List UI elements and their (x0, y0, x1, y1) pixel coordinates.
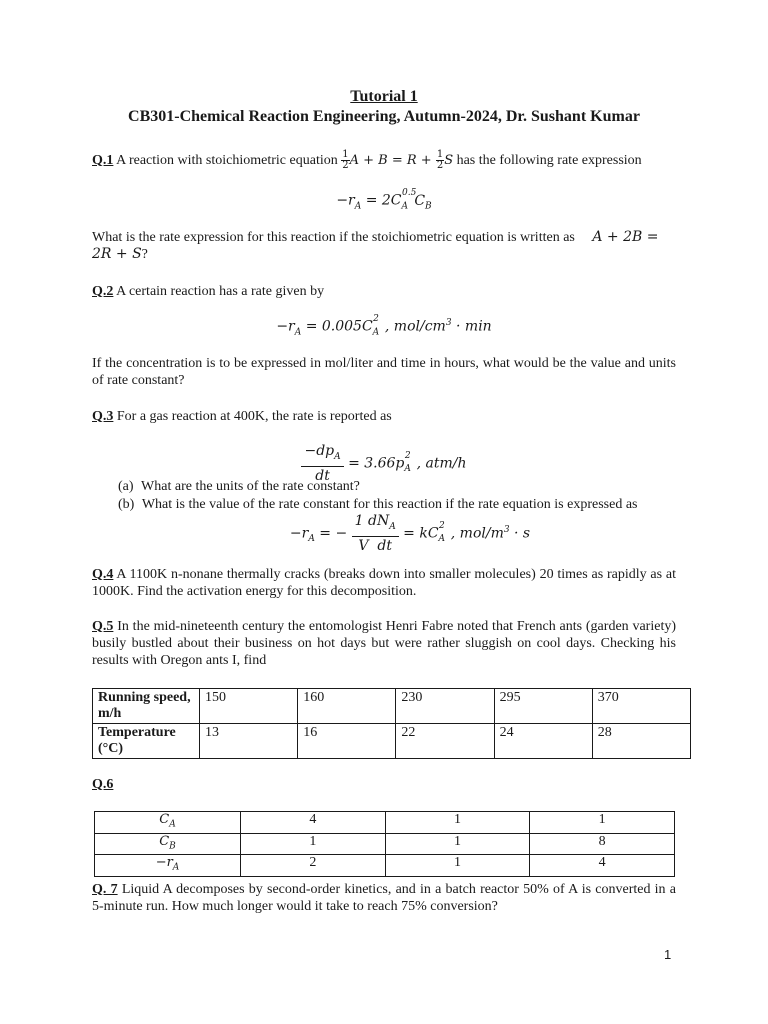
q1-new-equation-a: A + 2B = (592, 229, 659, 245)
q3-part-b-text: What is the value of the rate constant for this reaction if the rate equation is expressed as (141, 497, 638, 512)
q2-intro (92, 283, 676, 300)
q7-label: Q. 7 (92, 882, 118, 897)
course-subtitle: CB301-Chemical Reaction Engineering, Autumn-2024, Dr. Sushant Kumar (128, 108, 640, 125)
table-row (93, 689, 691, 724)
q1-question (92, 229, 676, 263)
q5-label: Q.5 (92, 619, 114, 634)
q3-text: For a gas reaction at 400K, the rate is reported as (116, 409, 392, 424)
q1-text-after: has the following rate expression (456, 153, 642, 168)
q1-equation: $\frac{1}{2}$ A + B = R + $\frac{1}{2}$ S (342, 149, 454, 171)
q1-label: Q.1 (92, 153, 114, 168)
tutorial-title: Tutorial 1 (350, 88, 418, 105)
q1-question-text: What is the rate expression for this reaction if the stoichiometric equation is written as (92, 230, 575, 245)
table-cell: 24 (494, 724, 592, 759)
q6-block (92, 776, 676, 793)
q3-part-a (118, 478, 678, 495)
table-cell: 230 (396, 689, 494, 724)
page-number: 1 (664, 947, 672, 962)
q1-question-end: ? (141, 247, 148, 262)
q6-row-label: $-r_A$ (95, 855, 241, 877)
q4-label: Q.4 (92, 567, 114, 582)
table-cell: 1 (385, 812, 530, 834)
q6-row-label: $C_A$ (95, 812, 241, 834)
table-row (95, 855, 675, 877)
q3-equation-b: $-r_A$ = − 1 $dN_A$ V dt = $kC_A^2$ , mol/$m^3 \cdot s$ (289, 513, 531, 554)
table-cell: 2 (241, 855, 386, 877)
table-cell: 370 (592, 689, 690, 724)
q3-intro (92, 408, 676, 425)
q5-table (92, 688, 691, 759)
q5-row2-header: Temperature (°C) (93, 724, 200, 759)
table-cell: 1 (530, 812, 675, 834)
q6-table (94, 811, 675, 877)
table-cell: 16 (298, 724, 396, 759)
q3-label: Q.3 (92, 409, 114, 424)
q5-row1-header: Running speed, m/h (93, 689, 200, 724)
table-row (93, 724, 691, 759)
q1-text-before: A reaction with stoichiometric equation (116, 153, 338, 168)
table-cell: 28 (592, 724, 690, 759)
q3-part-b (118, 496, 678, 513)
q6-row-label: $C_B$ (95, 833, 241, 855)
q3-part-b-label: (b) (118, 497, 135, 512)
q5-text: In the mid-nineteenth century the entomologist Henri Fabre noted that French ants (garden variety) busily bustled about their business on hot days but were rather sluggish on cool days. Checking his results with Oregon ants I, find (92, 619, 676, 668)
q2-equation: $-r_A = 0.005C_A^2$ , mol/$cm^3 \cdot \min$ (276, 314, 492, 338)
table-row (95, 833, 675, 855)
q4-text: A 1100K n-nonane thermally cracks (breaks down into smaller molecules) 20 times as rapidly as at 1000K. Find the activation energy for this decomposition. (92, 567, 676, 599)
table-cell: 4 (530, 855, 675, 877)
q5-block (92, 618, 676, 669)
table-cell: 4 (241, 812, 386, 834)
table-cell: 22 (396, 724, 494, 759)
table-cell: 160 (298, 689, 396, 724)
q1-rate-expression: $-r_A = 2C_A^{0.5}C_B$ (336, 188, 432, 212)
q2-question: If the concentration is to be expressed in mol/liter and time in hours, what would be the value and units of rate constant? (92, 356, 676, 388)
table-cell: 13 (200, 724, 298, 759)
table-cell: 295 (494, 689, 592, 724)
table-cell: 1 (241, 833, 386, 855)
table-row (95, 812, 675, 834)
q3-part-a-label: (a) (118, 479, 134, 494)
q1-intro (92, 150, 676, 171)
q3-equation: $-dp_A$ dt = $3.66p_A^2$ , atm/h (0, 442, 768, 485)
q3-part-a-text: What are the units of the rate constant? (141, 479, 360, 494)
q2-text: A certain reaction has a rate given by (116, 284, 325, 299)
q1-new-equation-b: 2R + S (92, 246, 142, 262)
q7-block (92, 881, 676, 915)
table-cell: 1 (385, 833, 530, 855)
table-cell: 8 (530, 833, 675, 855)
q4-block (92, 566, 676, 600)
table-cell: 1 (385, 855, 530, 877)
table-cell: 150 (200, 689, 298, 724)
q6-label: Q.6 (92, 777, 114, 792)
q2-label: Q.2 (92, 284, 114, 299)
q7-text: Liquid A decomposes by second-order kinetics, and in a batch reactor 50% of A is converted in a 5-minute run. How much longer would it take to reach 75% conversion? (92, 882, 676, 914)
